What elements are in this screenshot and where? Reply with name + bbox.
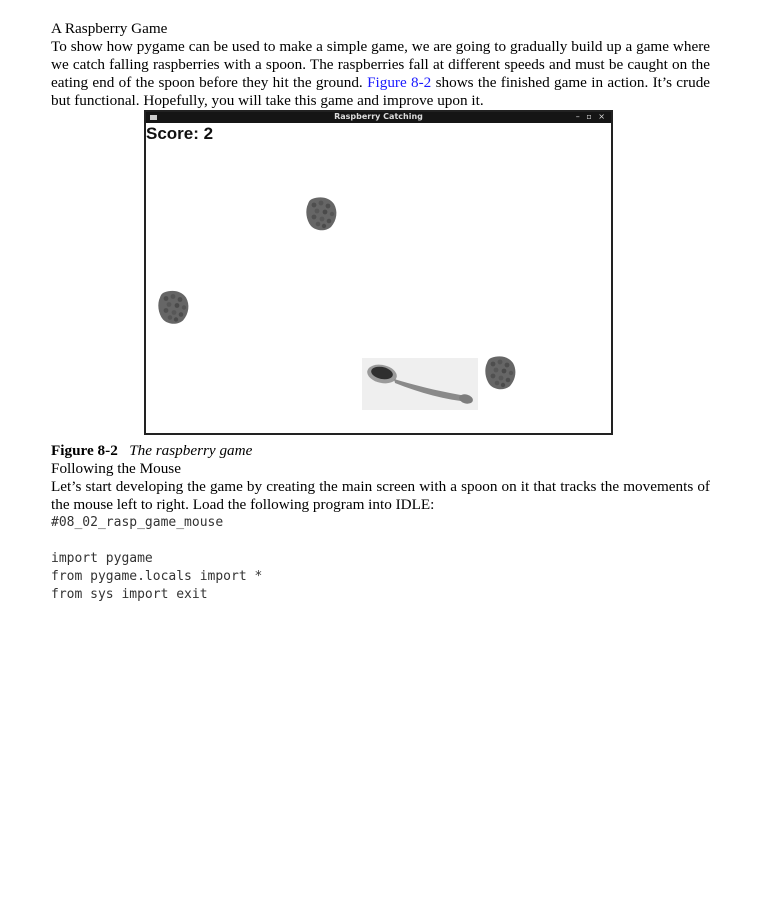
figure-caption [51,442,710,460]
page [51,20,710,604]
subsection-paragraph: Let’s start developing the game by creating the main screen with a spoon on it that tracks the movements of the mouse left to right. Load the following program into IDLE: [51,478,710,513]
code-block [51,514,710,604]
section-heading: A Raspberry Game [51,20,168,37]
raspberry-icon [304,196,338,232]
code-line: #08_02_rasp_game_mouse [51,515,224,530]
caption-label: Figure 8-2 [51,442,118,459]
caption-text: The raspberry game [129,442,253,459]
figure-link[interactable]: Figure 8-2 [367,74,432,91]
intro-text-after: shows the finished game in action. It’s crude but functional. Hopefully, you will take this game and improve upon it. [51,74,711,109]
window-titlebar[interactable] [146,112,611,123]
figure [51,110,710,442]
intro-text-before: To show how pygame can be used to make a simple game, we are going to gradually build up a game where we catch falling raspberries with a spoon. The raspberries fall at different speeds and must be caught on the eating end of the spoon before they hit the ground. [51,38,710,91]
code-line: from sys import exit [51,587,208,602]
intro-paragraph [51,38,710,110]
raspberry-icon [156,289,190,326]
code-line: from pygame.locals import * [51,569,263,584]
code-line: import pygame [51,551,153,566]
subsection-heading: Following the Mouse [51,460,181,477]
window-controls[interactable]: – ▫ × [575,112,607,121]
window-title: Raspberry Catching [334,112,423,121]
spoon-icon[interactable] [362,358,478,410]
game-window [144,110,613,435]
score-label: Score: 2 [146,124,214,143]
raspberry-icon [483,355,517,391]
code-line [51,532,710,550]
